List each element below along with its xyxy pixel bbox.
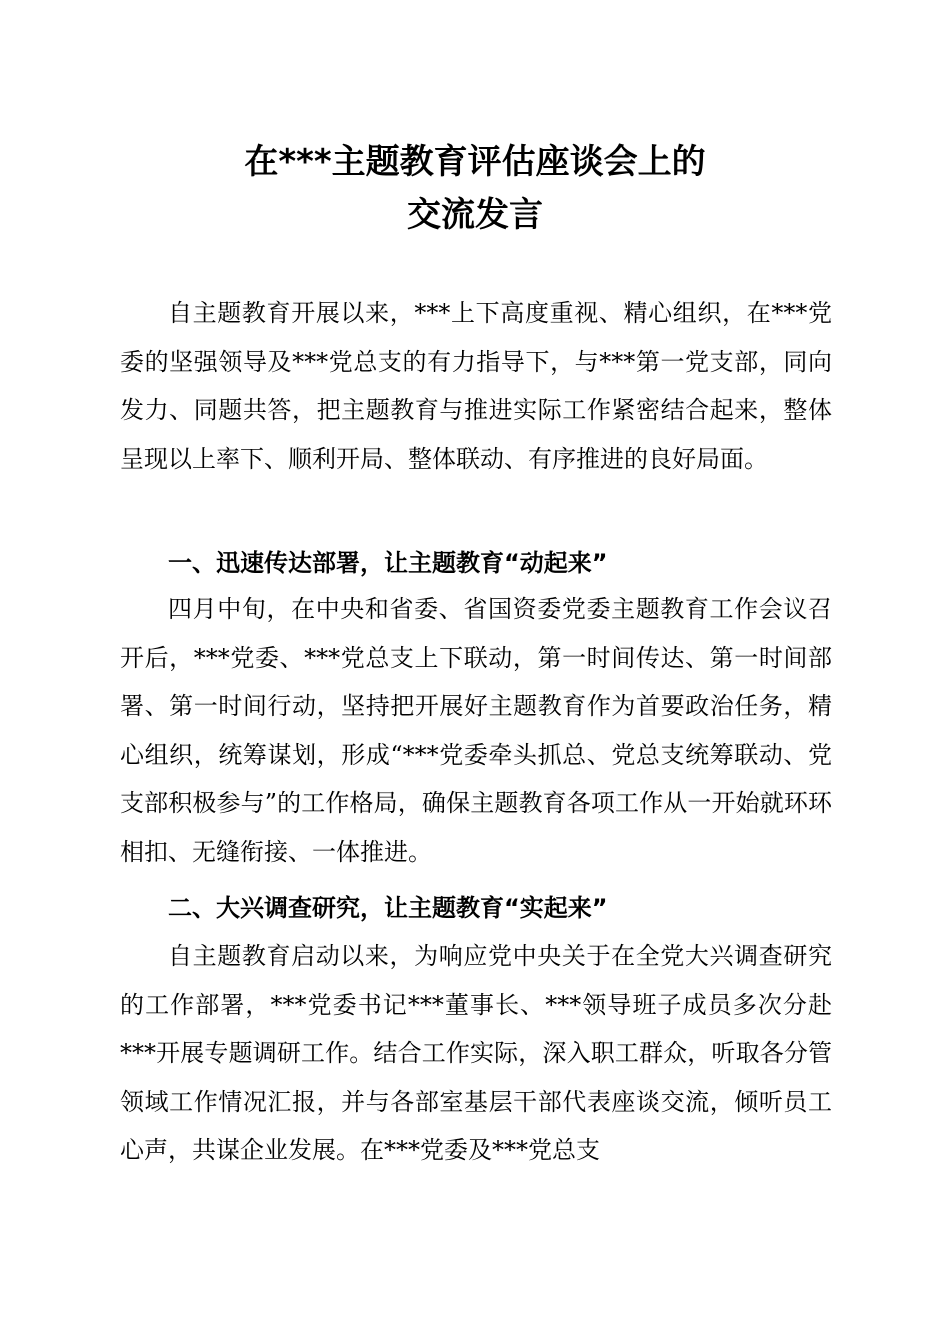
document-title-line-2: 交流发言 xyxy=(407,195,543,235)
section-heading-1: 一、迅速传达部署，让主题教育“动起来” xyxy=(168,549,608,577)
document-title-line-1: 在***主题教育评估座谈会上的 xyxy=(244,142,706,182)
intro-paragraph: 自主题教育开展以来，***上下高度重视、精心组织，在***党委的坚强领导及***党总支的有力指导下，与***第一党支部，同向发力、同题共答，把主题教育与推进实际工作紧密结合起来，整体呈现以上率下、顺利开局、整体联动、有序推进的良好局面。 xyxy=(120,299,832,473)
section-2-paragraph: 自主题教育启动以来，为响应党中央关于在全党大兴调查研究的工作部署，***党委书记***董事长、***领导班子成员多次分赴***开展专题调研工作。结合工作实际，深入职工群众，听取各分管领域工作情况汇报，并与各部室基层干部代表座谈交流，倾听员工心声，共谋企业发展。在***党委及***党总支 xyxy=(120,942,832,1164)
section-1-paragraph: 四月中旬，在中央和省委、省国资委党委主题教育工作会议召开后，***党委、***党总支上下联动，第一时间传达、第一时间部署、第一时间行动，坚持把开展好主题教育作为首要政治任务，精心组织，统筹谋划，形成“***党委牵头抓总、党总支统筹联动、党支部积极参与”的工作格局，确保主题教育各项工作从一开始就环环相扣、无缝衔接、一体推进。 xyxy=(120,595,832,866)
section-heading-2: 二、大兴调查研究，让主题教育“实起来” xyxy=(168,894,608,922)
